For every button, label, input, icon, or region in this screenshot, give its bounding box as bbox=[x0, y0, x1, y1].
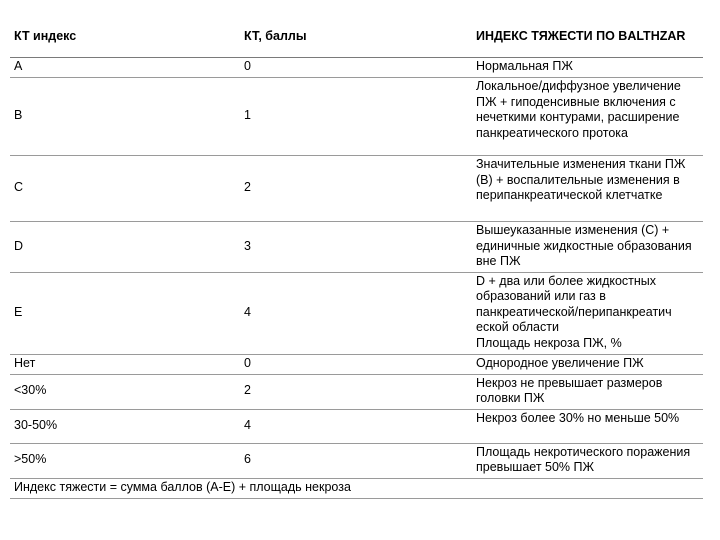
table-footer-row bbox=[10, 478, 703, 498]
cell-score: 0 bbox=[240, 354, 472, 374]
cell-description: Площадь некротического поражения превышает 50% ПЖ bbox=[472, 443, 703, 478]
cell-index: E bbox=[10, 272, 240, 354]
header-ct-score: КТ, баллы bbox=[240, 18, 472, 58]
cell-description: Значительные изменения ткани ПЖ (B) + воспалительные изменения в перипанкреатической клетчатке bbox=[472, 156, 703, 222]
cell-description: Некроз более 30% но меньше 50% bbox=[472, 409, 703, 443]
cell-score: 3 bbox=[240, 222, 472, 273]
cell-description: Нормальная ПЖ bbox=[472, 58, 703, 78]
cell-score: 4 bbox=[240, 272, 472, 354]
table-header-row bbox=[10, 18, 703, 58]
cell-score: 0 bbox=[240, 58, 472, 78]
cell-score: 1 bbox=[240, 78, 472, 156]
header-ct-index: КТ индекс bbox=[10, 18, 240, 58]
cell-description: Некроз не превышает размеров головки ПЖ bbox=[472, 374, 703, 409]
cell-index: C bbox=[10, 156, 240, 222]
cell-description: Однородное увеличение ПЖ bbox=[472, 354, 703, 374]
cell-index: D bbox=[10, 222, 240, 273]
cell-index: 30-50% bbox=[10, 409, 240, 443]
table-row bbox=[10, 272, 703, 354]
table-row bbox=[10, 443, 703, 478]
table-row bbox=[10, 78, 703, 156]
cell-index: Нет bbox=[10, 354, 240, 374]
footer-formula: Индекс тяжести = сумма баллов (A-E) + площадь некроза bbox=[10, 478, 703, 498]
cell-description: D + два или более жидкостных образований или газ в панкреатической/перипанкреатич еской области Площадь некроза ПЖ, % bbox=[472, 272, 703, 354]
header-severity-index: ИНДЕКС ТЯЖЕСТИ ПО BALTHZAR bbox=[472, 18, 703, 58]
cell-index: <30% bbox=[10, 374, 240, 409]
cell-description: Локальное/диффузное увеличение ПЖ + гиподенсивные включения с нечеткими контурами, расширение панкреатического протока bbox=[472, 78, 703, 156]
severity-index-table-container bbox=[10, 18, 703, 499]
cell-index: A bbox=[10, 58, 240, 78]
cell-description: Вышеуказанные изменения (С) + единичные жидкостные образования вне ПЖ bbox=[472, 222, 703, 273]
table-row bbox=[10, 58, 703, 78]
cell-score: 4 bbox=[240, 409, 472, 443]
severity-index-table bbox=[10, 18, 703, 499]
cell-score: 2 bbox=[240, 156, 472, 222]
table-row bbox=[10, 156, 703, 222]
table-row bbox=[10, 222, 703, 273]
cell-index: B bbox=[10, 78, 240, 156]
cell-score: 2 bbox=[240, 374, 472, 409]
table-row bbox=[10, 354, 703, 374]
cell-index: >50% bbox=[10, 443, 240, 478]
table-row bbox=[10, 374, 703, 409]
cell-score: 6 bbox=[240, 443, 472, 478]
table-row bbox=[10, 409, 703, 443]
